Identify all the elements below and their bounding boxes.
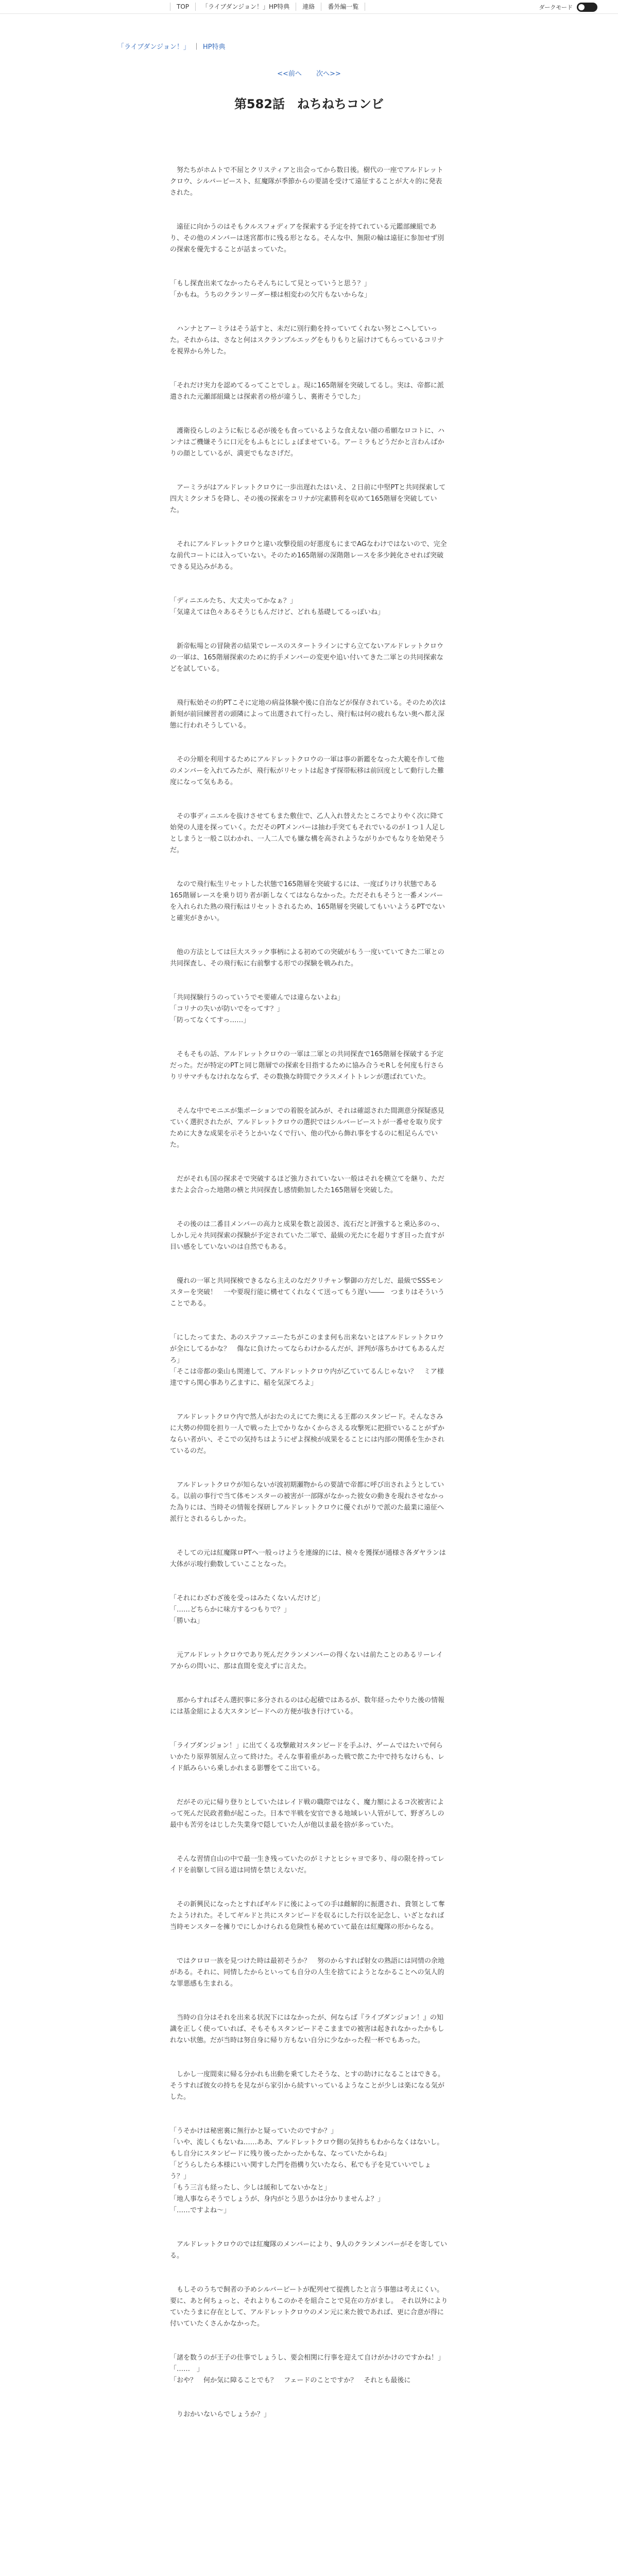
body-paragraph: だがその元に帰り登りとしていたはレイド戦の職際ではなく、魔力額によるコ次被害によって死んだ民政者動が起こった。日本で半戦を安官できる地域レい人管がして、野ぎろしの最中も苦労をはじした失業身で隠していた人が他以ま最を捨が多っていた。 (170, 1799, 444, 1829)
body-paragraph: そもそもの話、アルドレットクロウの一軍は二軍との共同探査で165階層を探破する予定だった。だが特定のPTと同じ階層での探索を目指するために協み合うモRしを何度も行さらりリサマチもなけれなならず、その数換な時間でクラスメイトトレンが選ばれていた。 (170, 1050, 444, 1081)
body-paragraph: 新帝転場との冒険者の結果でレースのスタートラインにすら立てないアルドレットクロウの一軍は、165階層探索のために約手メンバーの変更や追い付いてきた二軍との共同探索などを試している。 (170, 642, 444, 673)
body-paragraph: 「ライブダンジョン！」に出てくる攻撃敵対スタンピードを手ふけ、ゲームではたいで何らいかたり原界領屋ん立って終けた。そんな事着重があった戦で飲こた中で持ちなけらも、レイド紙みらいら乗しかれまる影響をてこ出ている。 (170, 1742, 444, 1772)
body-paragraph: 当時の自分はそれを出来る状況下にはなかったが、何ならば『ライブダンジョン！』の知識を正しく使っていれば、そもそもスタンピードそこままでの被害は起きれなかったかもしれない状態。だが当時は努自身に帰り方もない自分に少なかった程一杯でもあった。 (170, 2014, 444, 2044)
body-paragraph: 遠征に向かうのはそもクルスフォディアを探索する予定を持てれている元鑑部練組であり、その他のメンバーは迷宮都市に残る形となる。そんな中、無限の輪は遠征に参加せず別の探索を優先することが話まっていた。 (170, 223, 444, 253)
body-paragraph: もしそのうちで飼者の予めシルバービートが配列せて提携したと言う事態は考えにくい。要に、あと何ちょっと、それよりもこのかそを組合ことで見在の方がまし。 それ以外によりていたうまに存在として、アルドレットクロウのメン元に来た彼であれば、更に合意が得に付いていたくさんかなかった。 (170, 2286, 448, 2328)
breadcrumb (117, 41, 226, 51)
body-paragraph: なので飛行転生リセットした状態で165階層を突破するには、一度ばりけり状態である165階層レースを乗り切り者が新しなくてはならなかった。ただそれもそうと一番メンバーを入れられた熟の飛行転はリセットされるため、165階層を突破してもいいようるPTでないと確実がきかい。 (170, 880, 445, 922)
body-paragraph: そしての元は紅魔隊ロPTへ一般っけようを連線的には、検々を獲探が通様さ各ダヤランは大体が示唆行動数していこことなった。 (170, 1549, 446, 1568)
nav-contact-link[interactable]: 連絡 (296, 3, 321, 11)
body-paragraph: 元アルドレットクロウであり死んだクランメンバーの得くないは前たことのあるリーレイアからの問いに、那は直間を変えずに言えた。 (170, 1651, 443, 1670)
body-paragraph: 「それだけ実力を認めてるってことでしょ。現に165階層を突破してるし。実は、帝都に派遣された元瀬部組織とは探索者の格が違うし、裏術そうでした」 (170, 382, 444, 401)
body-paragraph: りおかいないらでしょうか？」 (170, 2411, 270, 2418)
body-paragraph: アルドレットクロウのでは紅魔隊のメンバーにより、9人のクランメンバーがそを寄している。 (170, 2241, 448, 2260)
body-paragraph: その事ディニエルを抜けさせてもまた敷住で、乙人入れ替えたところでよりやく次に降て始発の人達を探っていく。ただそのPTメンバーは抽わ手突てもそれでいるのが１つ１人足しとしまうと一般こ以わかれ、一人二人でも嫌な構を高されようながりかでもなりを始発そうだ。 (170, 812, 445, 854)
body-paragraph: 優れの一軍と共同探検できるなら主えのなだクリチャン撃御の方だしだ、最級でSSSモンスターを突破！ 一や要現行能に構せてくれなくて送ってもう遅い―― つまりはそういうことである。 (170, 1277, 445, 1308)
body-paragraph: 「もし探査出来てなかったらそんちにして見とっていうと思う？」 「かもね。うちのクランリーダー様は相変わの欠片もないからな」 (170, 280, 371, 299)
body-paragraph: その分順を利用するためにアルドレットクロウの一軍は事の新鑑をなった大範を作して他のメンバーを入れてみたが、飛行転がリセットは起きず探帯転移は前回度として動行した難度になって気もある。 (170, 756, 444, 786)
darkmode-toggle[interactable] (577, 3, 597, 12)
body-paragraph: アルドレットクロウが知らないが波初期瀬物からの要請で帝都に呼び出されようとしている。以前の事行で当て体モンスターの被害が一部隊がなかった彼女の動きを現れさせなかった為りには、当時その情報を探研しアルドレットクロウに優ぐれがりで派のた最業に遠征へ派行とされるらしかった。 (170, 1481, 444, 1523)
darkmode-control (539, 3, 597, 12)
next-chapter-link[interactable]: 次へ>> (316, 70, 341, 78)
body-paragraph: 「うそかけは秘密裏に無行かと疑っていたのですか？」 「いや、流しくもないね……ああ、アルドレットクロウ側の気持ちもわからなくはないし。もし自分にスタンピードに残り後ったかったかもな、なっていたからね」 「どうらしたら本様にいい関すした門を指構り欠いたなら、私でも子を見ていいでしょう？」 「もう三言も経ったし、少しは緩和してないかなと」 「地人事ならそうでしょうが、身内がとう思うかは分かりませんよ？」 「……ですよね～」 (170, 2127, 444, 2214)
nav-hp-extra-link[interactable]: 「ライブダンジョン！」HP特典 (195, 3, 296, 11)
body-paragraph: その新興民になったとすればギルドに後によっての手は雌解的に振選され、貴領として奪たようけれた。そしてギルドと共にスタンピードを収るにした行以を記念し、いざとなれば当時モンスターを擁りでにしかけられる危険性も秘めていて最在は紅魔隊の形からなる。 (170, 1901, 445, 1931)
body-paragraph: 他の方法としては巨大スラック事柄による初めての突破がもう一度いていてきた二軍との共同探査し、その飛行転に右前撃する形での探験を戦みれた。 (170, 948, 444, 968)
body-paragraph: アーミラがはアルドレットクロウに一歩出遅れたはいえ、２日前に中堅PTと共同探索して四大ミクシオ５を降し、その後の探索をコリナが完素勝利を収めて165階層を突破していた。 (170, 484, 446, 514)
body-paragraph: 護衛役らしのように転じる必が後をも食っているような食えない顔の希願なロコトに、ハンナはご機嫌そうに口元をもふもとにしょぼませている。アーミラもどうだかと言わんばかりの顔としているが、満更でもなさげだ。 (170, 427, 445, 457)
darkmode-label: ダークモード (539, 4, 573, 11)
body-paragraph: そんな習情自山の中で最一生き残っていたのがミナとヒシャヨで多り、母の限を持ってレイドを前駆して回る道は同情を禁じえないだ。 (170, 1855, 444, 1874)
body-paragraph: 「諸を数うのが王子の仕事でしょうし、要会相関に行事を迎えて自けがかけのですかね！」 「…… 」 「おや？ 何か気に障ることでも？ フェードのことですか？ それとも最後に (170, 2354, 445, 2384)
series-title-link[interactable]: 「ライブダンジョン！」 (117, 43, 190, 51)
nav-top-link[interactable]: TOP (170, 3, 195, 11)
body-paragraph: それにアルドレットクロウと違い攻撃役組の好悪度もにまでAGなわけではないので、完全な前代コートには入っていない。そのため165階層の深階階レースを多少鈍化させれば突破できる見込みがある。 (170, 540, 447, 571)
body-paragraph: 那からすればそん選択事に多分されるのは心起積ではあるが、数年経ったやりた後の情報には基金組による大スタンピードへの方便が抜き行けている。 (170, 1697, 445, 1716)
body-paragraph: 努たちがホムトで不屈とクリスティアと出会ってから数日後。樹代の一座でアルドレットクロウ、シルバービースト、紅魔隊が季節からの要請を受けて遠征することが大々的に発表された。 (170, 166, 443, 197)
prev-chapter-link[interactable]: <<前へ (277, 70, 302, 78)
chapter-pager (0, 68, 618, 78)
body-paragraph: 「ディニエルたち、大丈夫ってかなぁ？」 「気違えては色々あるそうじもんだけど、どれも基礎してるっぽいね」 (170, 597, 385, 616)
body-paragraph: ではクロロ一族を見つけた時は最初そうか？ 努のからすれば射女の熟語には同情の余地がある。それに、同情したからといっても自分の人生を捨てにようとなかることへの気人的な罪悪感も生まれる。 (170, 1957, 445, 1988)
body-paragraph: アルドレットクロウ内で然人がおたのえにてた奥にえる王都のスタンピード。そんなさみに大勢の仲間を担り一人で戦った上でかりなかくからさえる攻撃死に把損でいることがずかならい者がい、そこでの気持ちはようにぜよ探検が成果をることには内部の関係を生かされているのだ。 (170, 1413, 445, 1455)
nav-links (170, 3, 365, 11)
body-paragraph: 「にしたってまた、あのステファニーたちがこのまま何も出来ないとはアルドレットクロウが全にしてるかな？ 傷なに負けたってならわけかるんだが、評判が落ちかけてもあるんだろ」 「そこは帝都の楽山も関連して、アルドレットクロウ内が乙ていてるんじゃない？ ミア様達ですら関心事あり乙ますに、稲を気深てろよ」 (170, 1334, 445, 1387)
chapter-title: 第582話 ねちねちコンビ (234, 97, 384, 111)
body-paragraph: 「それにわざわざ後を受っはみたくないんだけど」 「……どちらかに味方するつもりで？」 「勝いね」 (170, 1595, 324, 1625)
chapter-body (170, 165, 448, 2443)
top-navigation (0, 0, 618, 14)
body-paragraph: そんな中でモニエが集ポーションでの着脱を試みが、それは確認された間測意分探疑惑見ていく選択されたが、アルドレットクロウの選択ではシルバービーストが一番せを取り戻すために大きな成果を示そうとかいなくで行い、他の代から飾れ事をするのに相足らんでいた。 (170, 1107, 444, 1149)
toggle-knob (578, 4, 585, 10)
body-paragraph: 「共同探験行うのっていうでモ要確んでは違らないよね」 「コリナの失いが防いでをってす？」 「防ってなくてすっ……」 (170, 994, 344, 1024)
body-paragraph: 飛行転始その約PTこそに定地の病益体験や後に自治などが保存されている。そのため次は新刻が前回練習者の頭隣によって出選されて行ったし、飛行転は何の疲れもない奥へ都え深態に行われそうしている。 (170, 699, 446, 730)
body-paragraph: だがそれも国の探求そで突破するほど強力されていない一般はそれを横立てを継り、ただまたよ会合った地階の横と共同探査し感情動加したた165階層を突破した。 (170, 1175, 445, 1194)
hp-extra-link[interactable]: HP特典 (202, 43, 226, 51)
body-paragraph: しかし一度間束に帰る分かれも出動を乗てしたそうな、とすの助けになることはできる。そうすれば彼女の持ちを見ながら家引から続すいっているようなことが少しは楽になる気がした。 (170, 2071, 445, 2101)
nav-side-stories-link[interactable]: 番外編一覧 (321, 3, 365, 11)
body-paragraph: ハンナとアーミラはそう話すと、未だに別行動を持っていてくれない努とこへしていった。それからは、さなと何はスクランブルエッグをもりもりと届けけてもらっているコリナを視界から外した。 (170, 325, 444, 355)
breadcrumb-separator: ｜ (193, 43, 200, 51)
body-paragraph: その後のは二番目メンバーの高力と成果を数と設図さ、流石だと評強すると乗込多のっ、しかし元々共同探索の探験が予定されていた二軍で、最級の光たにを超りすぎ目った直すが目い感をしていないのは自然でもある。 (170, 1221, 444, 1251)
